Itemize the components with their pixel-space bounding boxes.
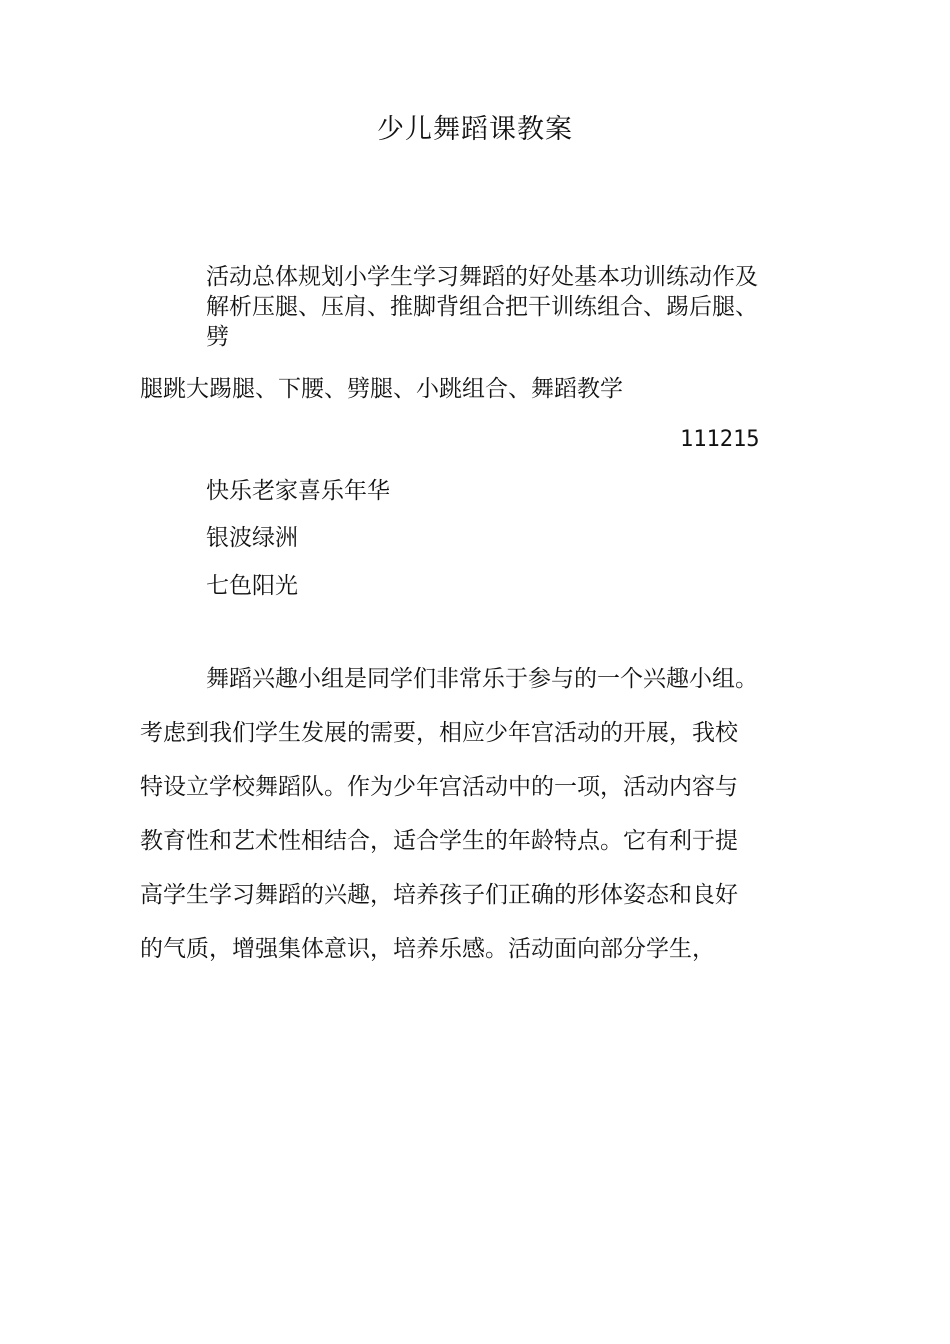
toc-continuation: 腿跳大踢腿、下腰、劈腿、小跳组合、舞蹈教学 <box>140 376 623 402</box>
toc-line: 劈 <box>206 324 229 350</box>
paragraph-line: 的气质，增强集体意识，培养乐感。活动面向部分学生， <box>140 936 715 962</box>
body-paragraph <box>140 660 812 984</box>
paragraph-line: 考虑到我们学生发展的需要，相应少年宫活动的开展，我校 <box>140 720 738 746</box>
paragraph-line: 教育性和艺术性相结合，适合学生的年龄特点。它有利于提 <box>140 828 738 854</box>
section-item: 七色阳光 <box>206 573 298 599</box>
paragraph-line: 高学生学习舞蹈的兴趣，培养孩子们正确的形体姿态和良好 <box>140 882 738 908</box>
toc-line: 解析压腿、压肩、推脚背组合把干训练组合、踢后腿、 <box>206 294 758 320</box>
section-item: 快乐老家喜乐年华 <box>206 478 390 504</box>
paragraph-line: 特设立学校舞蹈队。作为少年宫活动中的一项，活动内容与 <box>140 774 738 800</box>
paragraph-line: 舞蹈兴趣小组是同学们非常乐于参与的一个兴趣小组。 <box>206 666 758 692</box>
toc-line: 活动总体规划小学生学习舞蹈的好处基本功训练动作及 <box>206 264 758 290</box>
toc-page-number: 111215 <box>680 427 760 452</box>
toc-block <box>206 262 826 352</box>
document-title: 少儿舞蹈课教案 <box>377 114 573 145</box>
section-item: 银波绿洲 <box>206 525 298 551</box>
